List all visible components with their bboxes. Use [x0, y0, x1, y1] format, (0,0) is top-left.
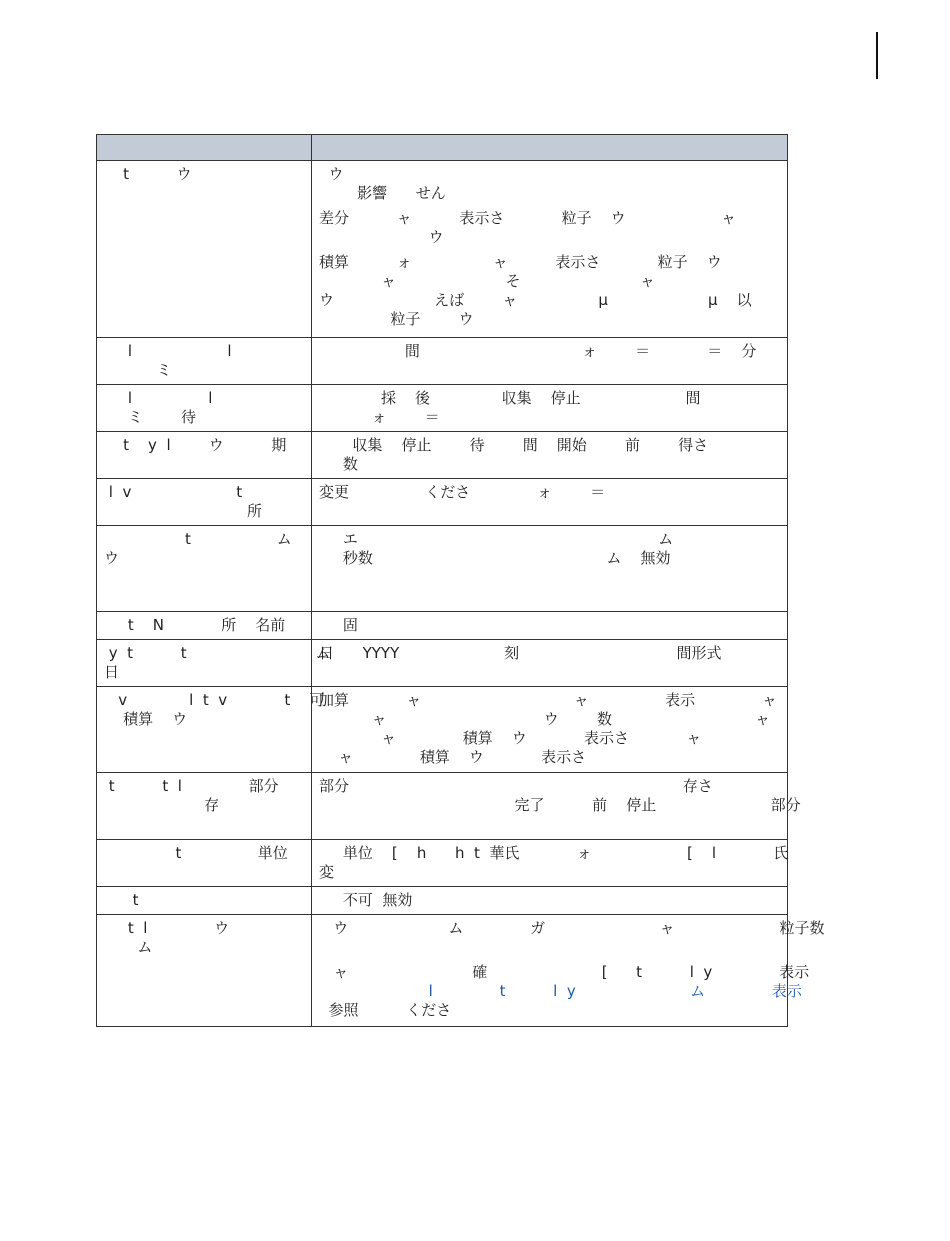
setting-name-line: l l: [104, 342, 232, 360]
description-paragraph: [319, 389, 781, 427]
setting-name-cell: [97, 526, 312, 612]
setting-name-cell: [97, 687, 325, 773]
table-row: [97, 887, 788, 915]
setting-name-cell: [97, 161, 312, 338]
setting-name-line: t N 所 名前: [104, 616, 286, 634]
setting-name-line: t t l 部分: [104, 777, 279, 795]
table-row: [97, 338, 788, 385]
description-line: ウ ム ガ ャ 粒子数: [319, 919, 825, 937]
description-line: ォ ＝: [319, 408, 440, 426]
description-paragraph: [319, 253, 781, 329]
description-line: [319, 568, 781, 587]
setting-name-line: ミ 待: [104, 408, 196, 426]
setting-name-line: l v t: [104, 483, 243, 501]
description-paragraph: [319, 644, 781, 663]
setting-name-line: ウ: [104, 549, 120, 567]
description-line: 秒数 ム 無効: [319, 549, 671, 567]
table-row: [97, 915, 788, 1027]
table-row: [97, 840, 788, 887]
description-cell: [312, 887, 788, 915]
setting-name-line: t ウ: [104, 165, 192, 183]
description-cell: [312, 840, 788, 887]
description-line: ウ: [319, 228, 444, 246]
description-cell: [312, 526, 788, 612]
table-row: [97, 687, 788, 773]
description-line: エ ム: [319, 530, 674, 548]
description-cell: [312, 640, 788, 687]
table-row: [97, 526, 788, 612]
setting-name-line: t: [104, 891, 139, 909]
cross-reference-link[interactable]: l t l y ム 表示: [319, 982, 802, 1000]
description-paragraph: [319, 844, 789, 882]
description-cell: [312, 338, 788, 385]
setting-name-cell: [97, 385, 312, 432]
setting-name-line: t 単位: [104, 844, 288, 862]
table-row: [97, 640, 788, 687]
setting-name-line: t ム: [104, 530, 292, 548]
setting-name-line: ム: [104, 938, 153, 956]
description-line: 採 後 収集 停止 間: [319, 389, 701, 407]
description-line: ャ 確 [ t l y 表示: [319, 963, 810, 981]
description-cell: [312, 161, 788, 338]
description-line: 変更 くださ ォ ＝: [319, 483, 606, 501]
setting-name-cell: [97, 840, 312, 887]
description-cell: [312, 385, 788, 432]
description-line: 間 ォ ＝ ＝ 分: [319, 342, 757, 360]
description-line: 固: [319, 616, 358, 634]
description-line: ャ 積算 ウ 表示さ ャ: [319, 729, 702, 747]
description-line: ウ: [319, 165, 344, 183]
setting-name-cell: [97, 432, 312, 479]
table-row: [97, 479, 788, 526]
description-line: 不可 無効: [319, 891, 413, 909]
description-paragraph: [319, 777, 801, 834]
setting-name-line: 存: [104, 796, 220, 814]
description-cell: [312, 687, 788, 773]
description-line: [319, 815, 781, 834]
description-line: 日 YYYY 刻 間形式: [319, 644, 722, 662]
setting-name-cell: [97, 612, 312, 640]
description-line: 数: [319, 455, 358, 473]
description-cell: [312, 773, 801, 840]
description-line: 変: [319, 863, 335, 881]
description-paragraph: [319, 483, 781, 502]
description-paragraph: [319, 209, 781, 247]
description-cell: [312, 432, 788, 479]
setting-name-cell: [97, 338, 312, 385]
description-cell: [312, 479, 788, 526]
description-line: 粒子 ウ: [319, 310, 474, 328]
description-line: ャ そ ャ: [319, 272, 655, 290]
setting-name-line: ミ: [104, 361, 172, 379]
header-cell-setting: [97, 135, 312, 161]
table-header-row: [97, 135, 788, 161]
table-row: [97, 773, 788, 840]
description-line: 差分 ャ 表示さ 粒子 ウ ャ: [319, 209, 737, 227]
description-paragraph: [319, 891, 781, 910]
header-cell-description: [312, 135, 788, 161]
setting-name-line: 積算 ウ: [104, 710, 188, 728]
description-paragraph: [319, 436, 781, 474]
description-paragraph: [319, 530, 781, 587]
setting-name-line: 日: [104, 663, 120, 681]
description-line: ャ ウ 数 ャ: [319, 710, 770, 728]
setting-name-cell: [97, 915, 312, 1027]
description-line: 参照 くださ: [319, 1001, 452, 1019]
table-row: [97, 385, 788, 432]
description-line: 収集 停止 待 間 開始 前 得さ: [319, 436, 709, 454]
setting-name-cell: [97, 773, 312, 840]
description-paragraph: [319, 616, 781, 635]
setting-name-line: v l t v t 可: [104, 691, 325, 709]
setting-name-line: t y l ウ 期: [104, 436, 287, 454]
margin-change-bar: [876, 32, 878, 79]
description-cell: [312, 612, 788, 640]
table-row: [97, 432, 788, 479]
setting-name-cell: [97, 640, 331, 687]
description-line: 加算 ャ ャ 表示 ャ: [319, 691, 777, 709]
description-line: ウ えば ャ µ µ 以: [319, 291, 752, 309]
setting-name-line: t l ウ: [104, 919, 230, 937]
description-line: 影響 せん: [319, 184, 446, 202]
description-line: 完了 前 停止 部分: [319, 796, 801, 814]
description-paragraph: [319, 342, 781, 361]
description-paragraph: [319, 691, 781, 767]
setting-name-line: y t t ム: [104, 644, 331, 662]
table-row: [97, 612, 788, 640]
setting-name-cell: [97, 479, 312, 526]
setting-name-line: l l: [104, 389, 213, 407]
description-line: ャ 積算 ウ 表示さ: [319, 748, 587, 766]
setting-name-cell: [97, 887, 312, 915]
description-line: 部分 存さ: [319, 777, 713, 795]
description-paragraph: [319, 165, 781, 203]
description-line: 積算 ォ ャ 表示さ 粒子 ウ: [319, 253, 722, 271]
settings-table-body: [97, 135, 825, 1027]
description-cell: [312, 915, 825, 1027]
setting-name-line: 所: [104, 502, 263, 520]
description-line: 単位 [ h h t 華氏 ォ [ l 氏: [319, 844, 789, 862]
description-paragraph: [319, 919, 825, 957]
description-line: [319, 938, 781, 957]
description-paragraph: [319, 963, 810, 982]
table-row: [97, 161, 788, 338]
settings-table: [96, 134, 825, 1027]
